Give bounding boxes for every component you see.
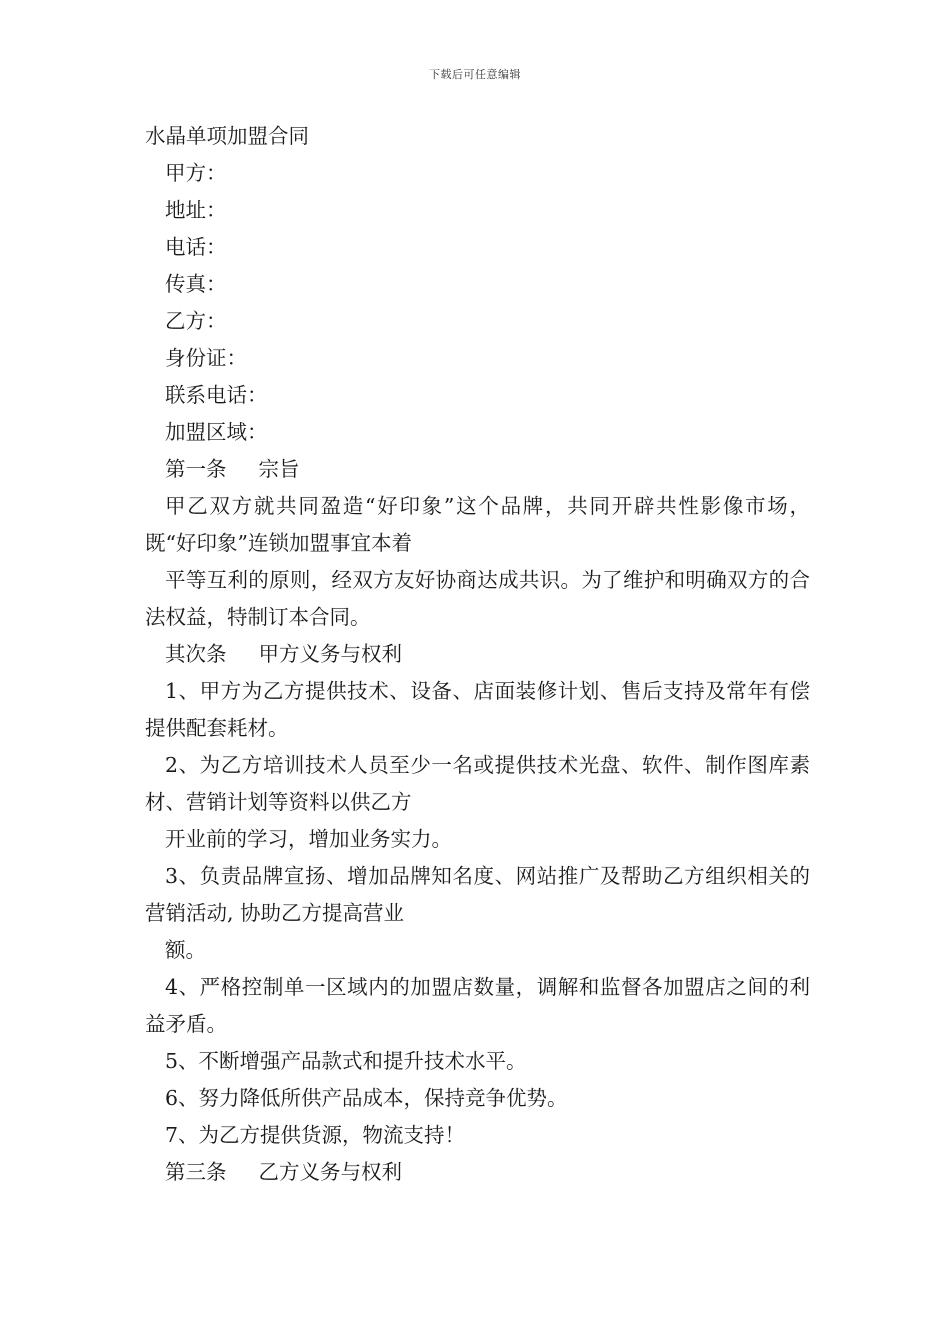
article-2-item-2-continued: 开业前的学习，增加业务实力。 bbox=[165, 827, 452, 851]
article-2-item-1: 1、甲方为乙方提供技术、设备、店面装修计划、售后支持及常年有偿提供配套耗材。 bbox=[145, 679, 810, 740]
article-2-title: 甲方义务与权利 bbox=[258, 642, 402, 666]
field-party-a: 甲方： bbox=[165, 161, 227, 185]
article-1-paragraph-2: 平等互利的原则，经双方友好协商达成共识。为了维护和明确双方的合法权益，特制订本合同。 bbox=[145, 568, 810, 629]
article-2-item-7: 7、为乙方提供货源，物流支持！ bbox=[165, 1123, 466, 1147]
article-2-item-5: 5、不断增强产品款式和提升技术水平。 bbox=[165, 1049, 527, 1073]
field-address: 地址： bbox=[165, 198, 227, 222]
article-2-item-4: 4、严格控制单一区域内的加盟店数量，调解和监督各加盟店之间的利益矛盾。 bbox=[145, 975, 810, 1036]
field-id-card: 身份证： bbox=[165, 346, 247, 370]
article-1-paragraph-1: 甲乙双方就共同盈造“好印象”这个品牌，共同开辟共性影像市场，既“好印象”连锁加盟事宜本着 bbox=[145, 494, 810, 555]
field-phone: 电话： bbox=[165, 235, 227, 259]
article-2-number: 其次条 bbox=[165, 642, 227, 666]
article-2-item-2: 2、为乙方培训技术人员至少一名或提供技术光盘、软件、制作图库素材、营销计划等资料以供乙方 bbox=[145, 753, 810, 814]
field-contact-phone: 联系电话： bbox=[165, 383, 268, 407]
article-2-item-3: 3、负责品牌宣扬、增加品牌知名度、网站推广及帮助乙方组织相关的营销活动, 协助乙方提高营业 bbox=[145, 864, 810, 925]
document-body bbox=[145, 118, 810, 1191]
article-2-item-6: 6、努力降低所供产品成本，保持竞争优势。 bbox=[165, 1086, 568, 1110]
article-3-heading bbox=[145, 1154, 810, 1191]
article-2-item-3-continued: 额。 bbox=[165, 938, 206, 962]
article-3-number: 第三条 bbox=[165, 1160, 227, 1184]
field-fax: 传真： bbox=[165, 272, 227, 296]
field-party-b: 乙方： bbox=[165, 309, 227, 333]
field-franchise-area: 加盟区域： bbox=[165, 420, 268, 444]
article-1-number: 第一条 bbox=[165, 457, 227, 481]
article-1-heading bbox=[145, 451, 810, 488]
header-note: 下载后可任意编辑 bbox=[429, 68, 521, 81]
article-2-heading bbox=[145, 636, 810, 673]
document-title: 水晶单项加盟合同 bbox=[145, 124, 309, 148]
article-3-title: 乙方义务与权利 bbox=[258, 1160, 402, 1184]
article-1-title: 宗旨 bbox=[258, 457, 300, 481]
